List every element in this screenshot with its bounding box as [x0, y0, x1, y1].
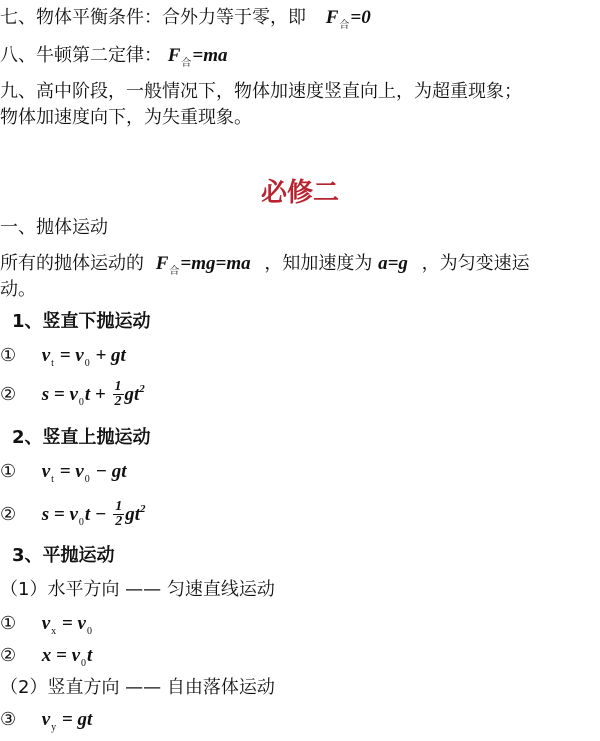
line-nine-a: 九、高中阶段，一般情况下，物体加速度竖直向上，为超重现象；	[0, 81, 522, 102]
sub1-formula2: ② $s = v_0t$ + $\frac{1}{2}$ $gt^2$	[0, 379, 145, 409]
line-eight-text: 八、牛顿第二定律：	[0, 45, 162, 66]
line-seven-formula: $F_合=0$	[325, 7, 371, 31]
line-seven	[0, 6, 371, 33]
sub1-formula1: ① $v_t = v_0$ + gt	[0, 345, 126, 369]
sub3-formula1: ① $v_x = v_0$	[0, 613, 92, 637]
line-eight-formula: $F_合=ma$	[167, 45, 228, 69]
line-nine-b: 物体加速度向下，为失重现象。	[0, 107, 252, 128]
fraction-half: $\frac{1}{2}$	[115, 499, 123, 529]
section1-intro-cont: 动。	[0, 279, 36, 300]
sub2-formula2: ② $s = v_0t$ − $\frac{1}{2}$ $gt^2$	[0, 499, 146, 529]
line-seven-text: 七、物体平衡条件：合外力等于零，即	[0, 7, 306, 28]
sub3-vertical-title: （2）竖直方向 —— 自由落体运动	[0, 677, 275, 698]
section-heading: 必修二	[260, 178, 339, 208]
fraction-half: $\frac{1}{2}$	[114, 379, 122, 409]
line-eight	[0, 44, 228, 71]
sub3-title: 3、平抛运动	[12, 545, 115, 566]
sub3-formula2: ② $x = v_0t$	[0, 645, 93, 669]
sub2-title: 2、竖直上抛运动	[12, 427, 151, 448]
section1-intro: 所有的抛体运动的 $F_合=mg=ma$ ，知加速度为 a=g ，为匀变速运	[0, 253, 530, 277]
sub3-horizontal-title: （1）水平方向 —— 匀速直线运动	[0, 579, 275, 600]
sub3-formula3: ③ $v_y$ = gt	[0, 709, 93, 733]
sub1-title: 1、竖直下抛运动	[12, 311, 151, 332]
sub2-formula1: ① $v_t = v_0$ − gt	[0, 461, 127, 485]
section1-title: 一、抛体运动	[0, 217, 108, 238]
